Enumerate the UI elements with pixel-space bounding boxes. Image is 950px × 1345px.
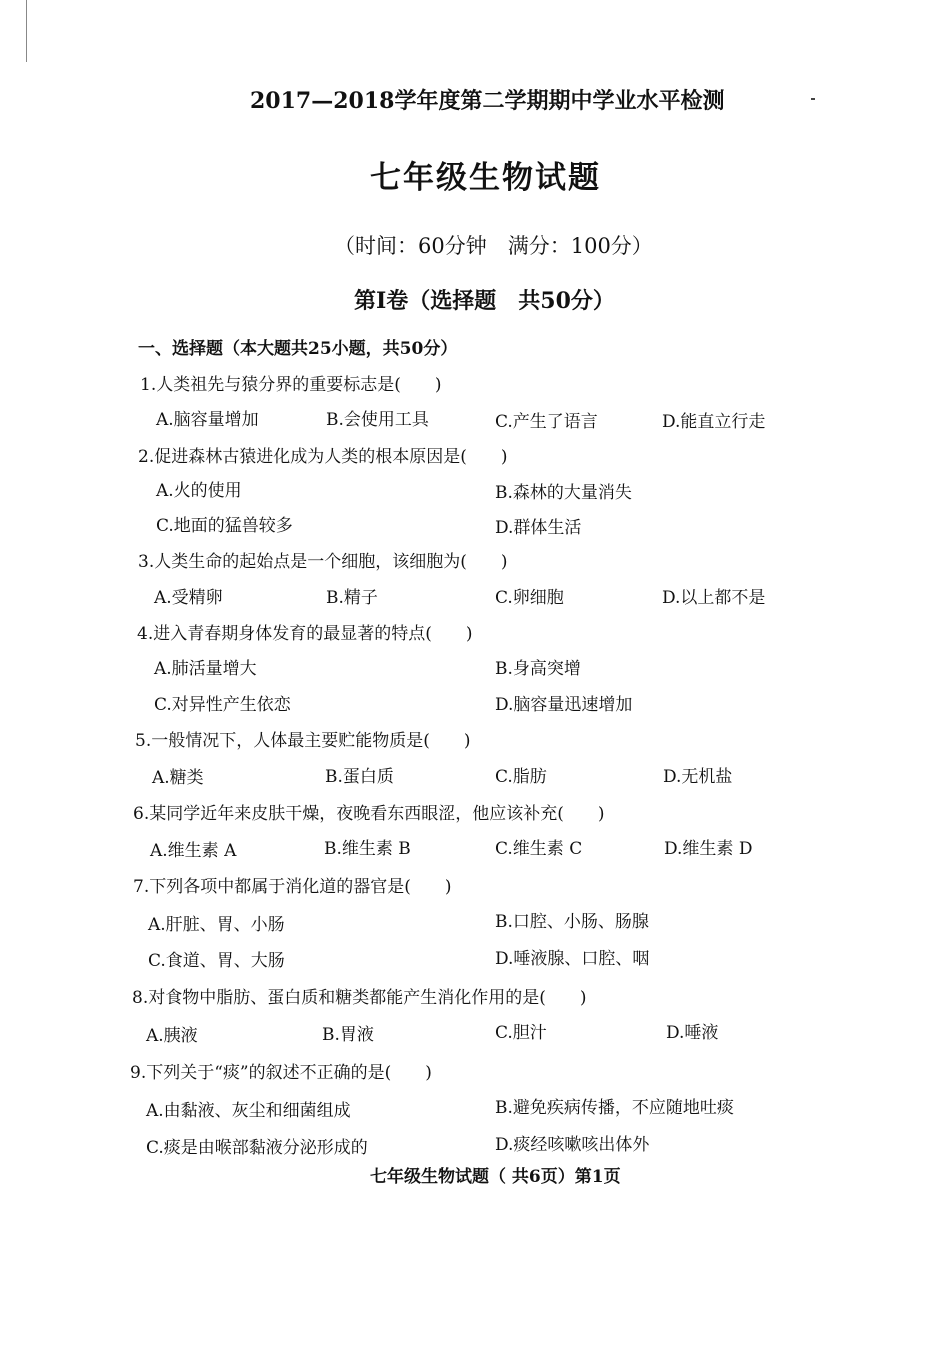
option-c: C.痰是由喉部黏液分泌形成的: [146, 1138, 368, 1158]
option-b: B.口腔、小肠、肠腺: [495, 912, 649, 932]
option-a: A.维生素 A: [150, 841, 237, 861]
option-b: B.身高突增: [495, 659, 581, 679]
page-title: 七年级生物试题: [370, 160, 601, 196]
part-heading: 一、选择题（本大题共25小题，共50分）: [138, 339, 458, 359]
question-stem: 7.下列各项中都属于消化道的器官是( ): [133, 877, 452, 897]
question-stem: 1.人类祖先与猿分界的重要标志是( ): [140, 375, 442, 395]
exam-subtitle: （时间：60分钟 满分：100分）: [334, 234, 653, 258]
option-a: A.由黏液、灰尘和细菌组成: [146, 1101, 351, 1121]
exam-header: 2017—2018学年度第二学期期中学业水平检测: [250, 88, 725, 114]
option-c: C.胆汁: [495, 1023, 547, 1043]
section-title: 第Ⅰ卷（选择题 共50分）: [354, 288, 615, 314]
option-c: C.食道、胃、大肠: [148, 951, 285, 971]
option-b: B.精子: [326, 588, 378, 608]
question-stem: 3.人类生命的起始点是一个细胞，该细胞为( ): [138, 552, 508, 572]
option-b: B.胃液: [322, 1025, 374, 1045]
option-c: C.维生素 C: [495, 839, 583, 859]
option-b: B.森林的大量消失: [495, 483, 632, 503]
question-stem: 4.进入青春期身体发育的最显著的特点( ): [137, 624, 473, 644]
option-b: B.蛋白质: [325, 767, 394, 787]
option-c: C.卵细胞: [495, 588, 564, 608]
option-d: D.无机盐: [663, 767, 733, 787]
option-a: A.受精卵: [154, 588, 223, 608]
option-d: D.维生素 D: [664, 839, 753, 859]
option-a: A.火的使用: [156, 481, 242, 501]
option-d: D.群体生活: [495, 518, 582, 538]
option-d: D.脑容量迅速增加: [495, 695, 633, 715]
question-stem: 6.某同学近年来皮肤干燥，夜晚看东西眼涩，他应该补充( ): [133, 804, 605, 824]
option-c: C.产生了语言: [495, 412, 598, 432]
option-a: A.胰液: [146, 1026, 198, 1046]
option-d: D.痰经咳嗽咳出体外: [495, 1135, 650, 1155]
option-b: B.避免疾病传播，不应随地吐痰: [495, 1098, 734, 1118]
option-a: A.肝脏、胃、小肠: [148, 915, 285, 935]
question-stem: 9.下列关于“痰”的叙述不正确的是( ): [130, 1063, 432, 1083]
page-footer: 七年级生物试题（ 共6页）第1页: [370, 1167, 621, 1187]
scan-edge-line: [26, 0, 27, 62]
option-b: B.会使用工具: [326, 410, 429, 430]
scan-mark: [811, 98, 815, 100]
option-b: B.维生素 B: [324, 839, 411, 859]
option-c: C.地面的猛兽较多: [156, 516, 293, 536]
question-stem: 2.促进森林古猿进化成为人类的根本原因是( ): [138, 447, 508, 467]
option-d: D.能直立行走: [662, 412, 766, 432]
option-c: C.脂肪: [495, 767, 547, 787]
option-c: C.对异性产生依恋: [154, 695, 291, 715]
option-a: A.脑容量增加: [156, 410, 259, 430]
option-a: A.糖类: [152, 768, 204, 788]
option-d: D.唾液腺、口腔、咽: [495, 949, 650, 969]
option-a: A.肺活量增大: [154, 659, 257, 679]
option-d: D.唾液: [666, 1023, 719, 1043]
option-d: D.以上都不是: [662, 588, 766, 608]
question-stem: 8.对食物中脂肪、蛋白质和糖类都能产生消化作用的是( ): [132, 988, 587, 1008]
question-stem: 5.一般情况下，人体最主要贮能物质是( ): [135, 731, 471, 751]
